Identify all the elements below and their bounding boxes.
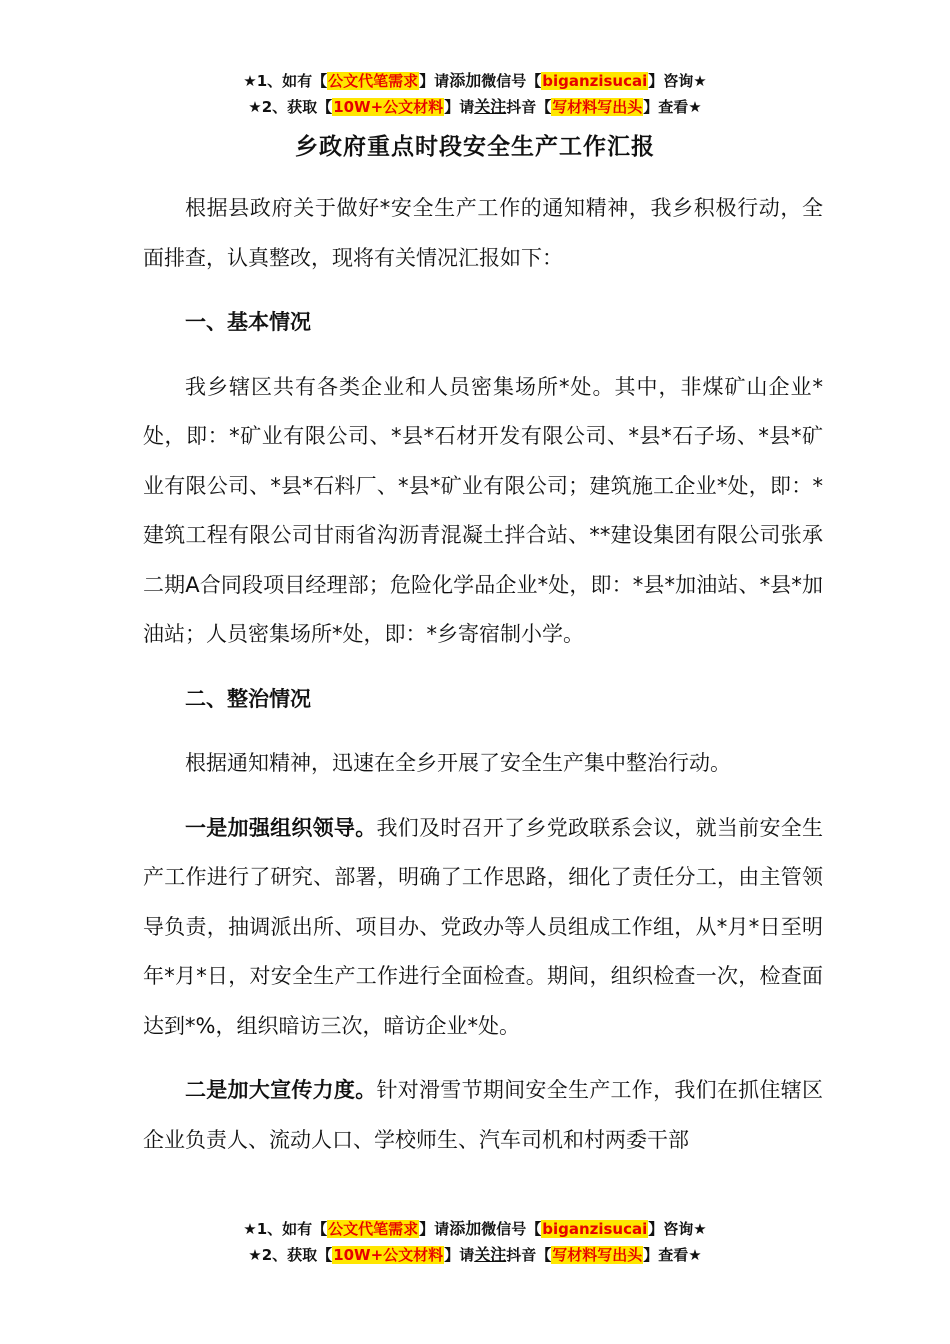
promo-text: 】查看★	[643, 98, 702, 116]
douyin-id-highlight: 写材料写出头	[552, 98, 643, 116]
promo-text: 】请	[444, 1246, 475, 1264]
section-heading-rectification: 二、整治情况	[185, 686, 311, 711]
promo-emphasis: 关注	[474, 1245, 507, 1264]
douyin-id-highlight: 写材料写出头	[552, 1246, 643, 1264]
promo-line-1	[0, 68, 950, 94]
item-body-2: 针对滑雪节期间安全生产工作，我们在抓住辖区企业负责人、流动人口、学校师生、汽车司机和村两委干部	[143, 1078, 823, 1152]
item-lead-2: 二是加大宣传力度。	[185, 1078, 377, 1102]
promo-line-2	[0, 1242, 950, 1268]
promo-line-2	[0, 94, 950, 120]
item-paragraph-2	[143, 1066, 823, 1165]
promo-highlight: 公文代笔需求	[328, 72, 419, 90]
promo-text: ★2、获取【	[248, 1246, 333, 1264]
promo-text: 】咨询★	[648, 1220, 707, 1238]
promo-emphasis: 关注	[474, 97, 507, 116]
section-heading-basic: 一、基本情况	[185, 310, 311, 334]
document-body	[143, 184, 823, 1165]
promo-text: ★1、如有【	[243, 1220, 328, 1238]
promo-text: 】咨询★	[648, 72, 707, 90]
document-title: 乡政府重点时段安全生产工作汇报	[295, 134, 655, 160]
promo-line-1	[0, 1216, 950, 1242]
promo-text: 抖音【	[506, 1246, 552, 1264]
section-rectification-paragraph: 根据通知精神，迅速在全乡开展了安全生产集中整治行动。	[185, 751, 731, 775]
promo-text: 微信号【	[481, 1220, 542, 1238]
intro-paragraph: 根据县政府关于做好*安全生产工作的通知精神，我乡积极行动，全面排查，认真整改，现将有关情况汇报如下：	[143, 196, 823, 270]
promo-text: 】请	[419, 1220, 450, 1238]
promo-text: 】请	[419, 72, 450, 90]
promo-emphasis: 添加	[449, 1219, 482, 1238]
promo-text: 】请	[444, 98, 475, 116]
wechat-id-highlight: biganzisucai	[542, 1220, 648, 1238]
section-basic-paragraph: 我乡辖区共有各类企业和人员密集场所*处。其中，非煤矿山企业*处，即：*矿业有限公司、*县*石材开发有限公司、*县*石子场、*县*矿业有限公司、*县*石料厂、*县*矿业有限公司；建筑施工企业*处，即：*建筑工程有限公司甘雨省沟沥青混凝土拌合站、**建设集团有限公司张承二期A合同段项目经理部；危险化学品企业*处，即：*县*加油站、*县*加油站；人员密集场所*处，即：*乡寄宿制小学。	[143, 374, 823, 646]
promo-emphasis: 添加	[449, 71, 482, 90]
item-paragraph-1	[143, 804, 823, 1052]
promo-text: ★1、如有【	[243, 72, 328, 90]
promo-highlight: 10W+公文材料	[333, 98, 444, 116]
promo-text: 抖音【	[506, 98, 552, 116]
promo-highlight: 10W+公文材料	[333, 1246, 444, 1264]
promo-banner-bottom	[0, 1216, 950, 1268]
promo-text: 微信号【	[481, 72, 542, 90]
promo-banner-top	[0, 68, 950, 120]
wechat-id-highlight: biganzisucai	[542, 72, 648, 90]
promo-text: ★2、获取【	[248, 98, 333, 116]
item-lead-1: 一是加强组织领导。	[185, 815, 377, 840]
promo-highlight: 公文代笔需求	[328, 1220, 419, 1238]
promo-text: 】查看★	[643, 1246, 702, 1264]
item-body-1: 我们及时召开了乡党政联系会议，就当前安全生产工作进行了研究、部署，明确了工作思路，细化了责任分工，由主管领导负责，抽调派出所、项目办、党政办等人员组成工作组，从*月*日至明年*月*日，对安全生产工作进行全面检查。期间，组织检查一次，检查面达到*%，组织暗访三次，暗访企业*处。	[143, 815, 823, 1038]
